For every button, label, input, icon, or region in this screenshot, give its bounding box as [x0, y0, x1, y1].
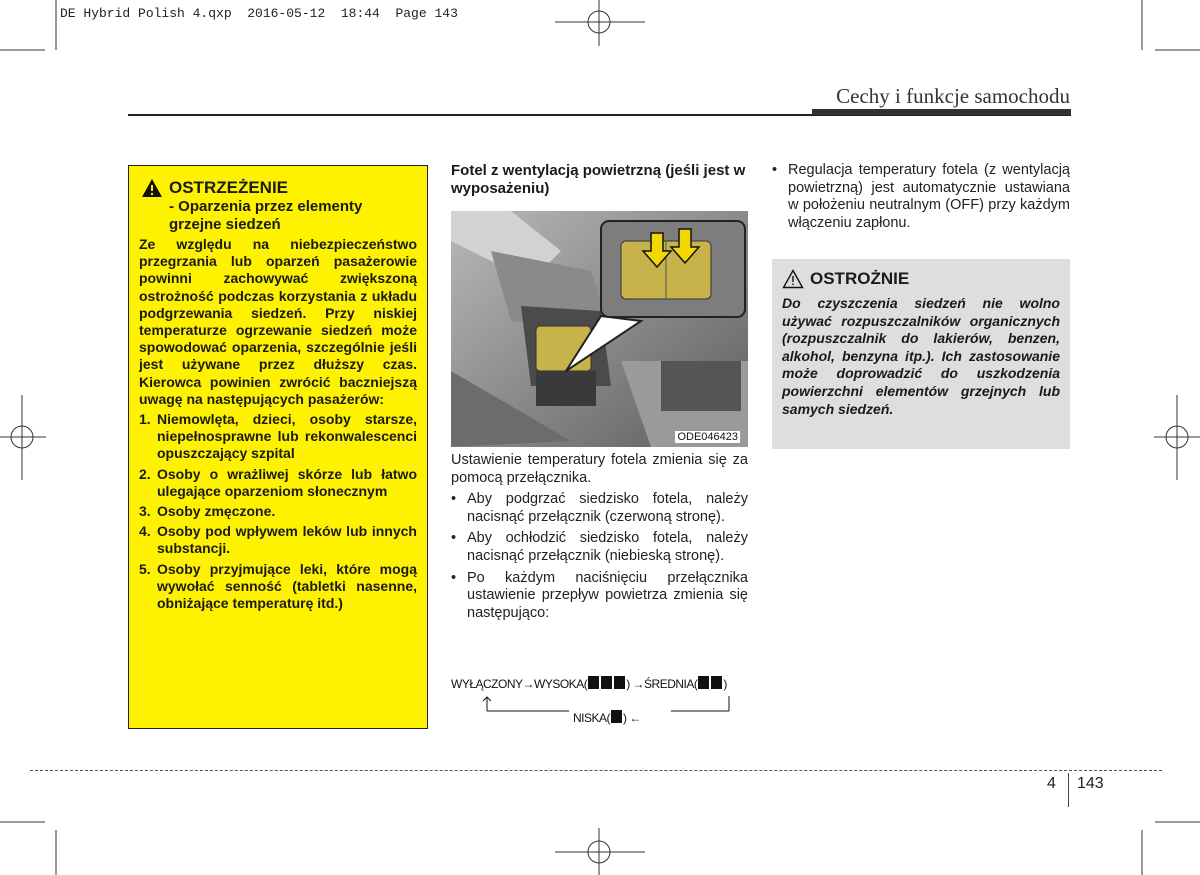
section-heading: Fotel z wentylacją powietrzną (jeśli jest w wyposażeniu) [451, 162, 746, 197]
instructions [451, 452, 748, 622]
flow-paren: ) [723, 677, 727, 691]
list-text: Osoby pod wpływem leków lub innych substancji. [157, 523, 417, 557]
list-text: Aby podgrzać siedzisko fotela, należy nacisnąć przełącznik (czerwoną stronę). [467, 491, 748, 525]
flow-low: NISKA( [573, 711, 611, 725]
flow-off: WYŁĄCZONY [451, 677, 523, 691]
list-number: 4. [139, 523, 151, 540]
flow-paren: ) [626, 677, 630, 691]
airflow-level-icon [588, 676, 599, 689]
bullet-icon: • [451, 569, 457, 586]
flow-medium: ŚREDNIA( [644, 677, 698, 691]
section-title: Cechy i funkcje samochodu [836, 84, 1070, 108]
list-number: 5. [139, 560, 151, 577]
header-rule-accent [812, 109, 1071, 115]
list-item [451, 530, 748, 565]
print-file-info: DE Hybrid Polish 4.qxp 2016-05-12 18:44 Page 143 [60, 6, 458, 21]
flow-high: WYSOKA( [534, 677, 588, 691]
list-item [139, 411, 417, 463]
caution-triangle-icon [782, 269, 804, 289]
caution-title [782, 269, 1060, 289]
list-item [139, 561, 417, 613]
airflow-level-icon [614, 676, 625, 689]
bullet-icon: • [772, 162, 778, 178]
list-text: Aby ochłodzić siedzisko fotela, należy nacisnąć przełącznik (niebieską stronę). [467, 530, 748, 564]
warning-subtitle: - Oparzenia przez elementy grzejne siedzeń [169, 198, 363, 233]
caution-body: Do czyszczenia siedzeń nie wolno używać rozpuszczalników organicznych (rozpuszczalnik do lakierów, benzen, alkohol, benzyna itp.). Ich zastosowanie może doprowadzić do uszkodzenia powierzchni elementów grzejnych lub samych siedzeń. [782, 295, 1060, 417]
list-text: Niemowlęta, dzieci, osoby starsze, niepełnosprawne lub rekonwalescenci opuszczający szpital [157, 411, 417, 462]
list-text: Regulacja temperatury fotela (z wentylacją powietrzną) jest automatycznie ustawiana w położeniu neutralnym (OFF) przy każdym włączeniu zapłonu. [788, 162, 1070, 231]
warning-list [139, 411, 417, 612]
chapter-number: 4 [1047, 775, 1056, 792]
list-item [772, 162, 1070, 232]
page-number: 143 [1077, 775, 1104, 792]
list-item [451, 570, 748, 623]
seat-switch-photo [451, 211, 748, 447]
console-illustration [451, 211, 748, 447]
list-text: Osoby zmęczone. [157, 503, 276, 520]
caution-box [772, 259, 1070, 449]
warning-title-text: OSTRZEŻENIE [169, 178, 289, 197]
list-item [451, 491, 748, 526]
list-text: Osoby o wrażliwej skórze lub łatwo ulegające oparzeniom słonecznym [157, 465, 417, 499]
bullet-icon: • [451, 530, 457, 547]
list-item [139, 503, 417, 520]
list-text: Po każdym naciśnięciu przełącznika ustawienie przepływ powietrza zmienia się następująco: [467, 569, 748, 621]
list-number: 3. [139, 503, 151, 520]
arrow-right-icon: → [522, 677, 535, 691]
airflow-level-icon [698, 676, 709, 689]
list-text: Osoby przyjmujące leki, które mogą wywołać senność (tabletki nasenne, obniżające temperaturę itd.) [157, 560, 417, 612]
arrow-left-icon: ← [629, 711, 641, 725]
warning-body: Ze względu na niebezpieczeństwo przegrzania lub oparzeń pasażerowie powinni zachowywać zwiększoną ostrożność podczas korzystania z układu podgrzewania siedzeń. Przy niskiej temperaturze ogrzewanie siedzeń może spowodować oparzenia, szczególnie jeśli jest używane przez dłuższy czas. Kierowca powinien zwrócić baczniejszą uwagę na następujących pasażerów: [139, 236, 417, 407]
airflow-level-icon [611, 710, 622, 723]
list-number: 2. [139, 465, 151, 482]
image-code: ODE046423 [677, 431, 738, 443]
right-bullet [772, 162, 1070, 232]
list-item [139, 466, 417, 500]
warning-title [141, 178, 417, 198]
list-number: 1. [139, 411, 151, 428]
airflow-level-icon [711, 676, 722, 689]
warning-box [128, 165, 428, 729]
caution-title-text: OSTROŻNIE [810, 269, 910, 288]
arrow-right-icon: → [632, 677, 645, 691]
list-item [139, 523, 417, 557]
intro-text: Ustawienie temperatury fotela zmienia się za pomocą przełącznika. [451, 452, 748, 486]
airflow-level-icon [601, 676, 612, 689]
flow-paren: ) [623, 711, 627, 725]
warning-triangle-icon [141, 178, 163, 198]
page-number-separator [1068, 773, 1069, 807]
footer-rule [30, 770, 1162, 771]
bullet-icon: • [451, 491, 457, 508]
